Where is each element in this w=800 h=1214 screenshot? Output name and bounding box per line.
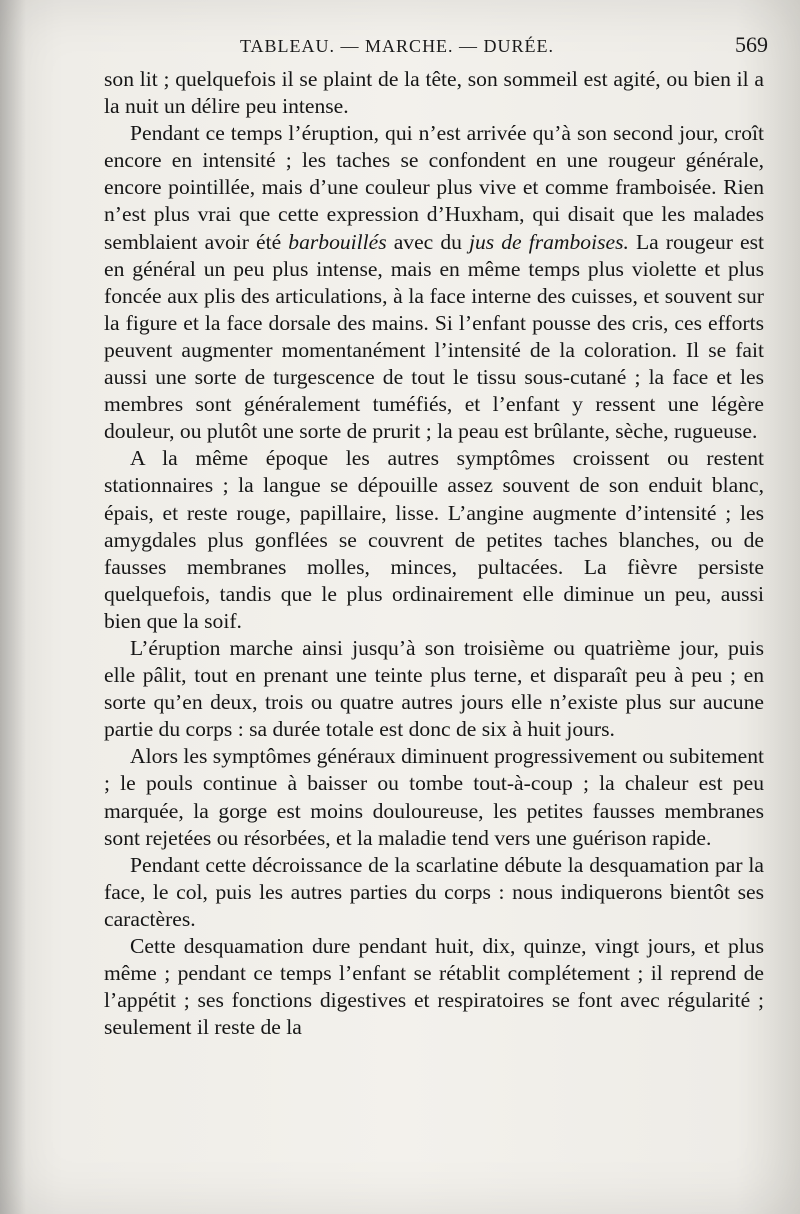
page-number: 569 (735, 32, 768, 57)
paragraph-eruption (104, 120, 764, 445)
running-title: TABLEAU. — MARCHE. — DURÉE. (240, 36, 555, 56)
paragraph-eruption-course: L’éruption marche ainsi jusqu’à son troisième ou quatrième jour, puis elle pâlit, tout en prenant une teinte plus terne, et disparaît peu à peu ; en sorte qu’en deux, trois ou quatre autres jours elle n’existe plus sur aucune partie du corps : sa durée totale est donc de six à huit jours. (104, 635, 764, 742)
paragraph-eruption-text-c: La rougeur est en général un peu plus intense, mais en même temps plus violette et plus foncée aux plis des articulations, à la face interne des cuisses, et souvent sur la figure et la face dorsale des mains. Si l’enfant pousse des cris, ces efforts peuvent augmenter momentanément l’intensité de la coloration. Il se fait aussi une sorte de turgescence de tout le tissu sous-cutané ; la face et les membres sont généralement tuméfiés, et l’enfant y ressent une légère douleur, ou plutôt une sorte de prurit ; la peau est brûlante, sèche, rugueuse. (104, 229, 764, 444)
paragraph-continuation: son lit ; quelquefois il se plaint de la tête, son sommeil est agité, ou bien il a la nuit un délire peu intense. (104, 67, 764, 119)
paragraph-eruption-text-b: avec du (386, 229, 469, 254)
paragraph-symptoms: A la même époque les autres symptômes croissent ou restent stationnaires ; la langue se dépouille assez souvent de son enduit blanc, épais, et reste rouge, papillaire, lisse. L’angine augmente d’intensité ; les amygdales plus gonflées se couvrent de petites taches blanches, ou de fausses membranes molles, minces, pultacées. La fièvre persiste quelquefois, tandis que le plus ordinairement elle diminue un peu, aussi bien que la soif. (104, 446, 764, 633)
page-header (108, 32, 770, 62)
body-text (104, 66, 764, 1041)
italic-barbouilles: barbouillés (288, 229, 387, 254)
paragraph-desquamation-duration: Cette desquamation dure pendant huit, dix, quinze, vingt jours, et plus même ; pendant ce temps l’enfant se rétablit complétement ; il reprend de l’appétit ; ses fonctions digestives et respiratoires se font avec régularité ; seulement il reste de la (104, 934, 764, 1040)
paragraph-desquamation: Pendant cette décroissance de la scarlatine débute la desquamation par la face, le col, puis les autres parties du corps : nous indiquerons bientôt ses caractères. (104, 852, 764, 931)
italic-jus-de-framboises: jus de framboises. (469, 229, 629, 254)
paragraph-eruption-text-a: Pendant ce temps l’éruption, qui n’est arrivée qu’à son second jour, croît encore en intensité ; les taches se confondent en une rougeur générale, encore pointillée, mais d’une couleur plus vive et comme framboisée. Rien n’est plus vrai que cette expression d’Huxham, qui disait que les malades semblaient avoir été (104, 121, 764, 254)
paragraph-decline: Alors les symptômes généraux diminuent progressivement ou subitement ; le pouls continue à baisser ou tombe tout-à-coup ; la chaleur est peu marquée, la gorge est moins douloureuse, les petites fausses membranes sont rejetées ou résorbées, et la maladie tend vers une guérison rapide. (104, 744, 764, 850)
page-spine-shadow (0, 0, 26, 1214)
